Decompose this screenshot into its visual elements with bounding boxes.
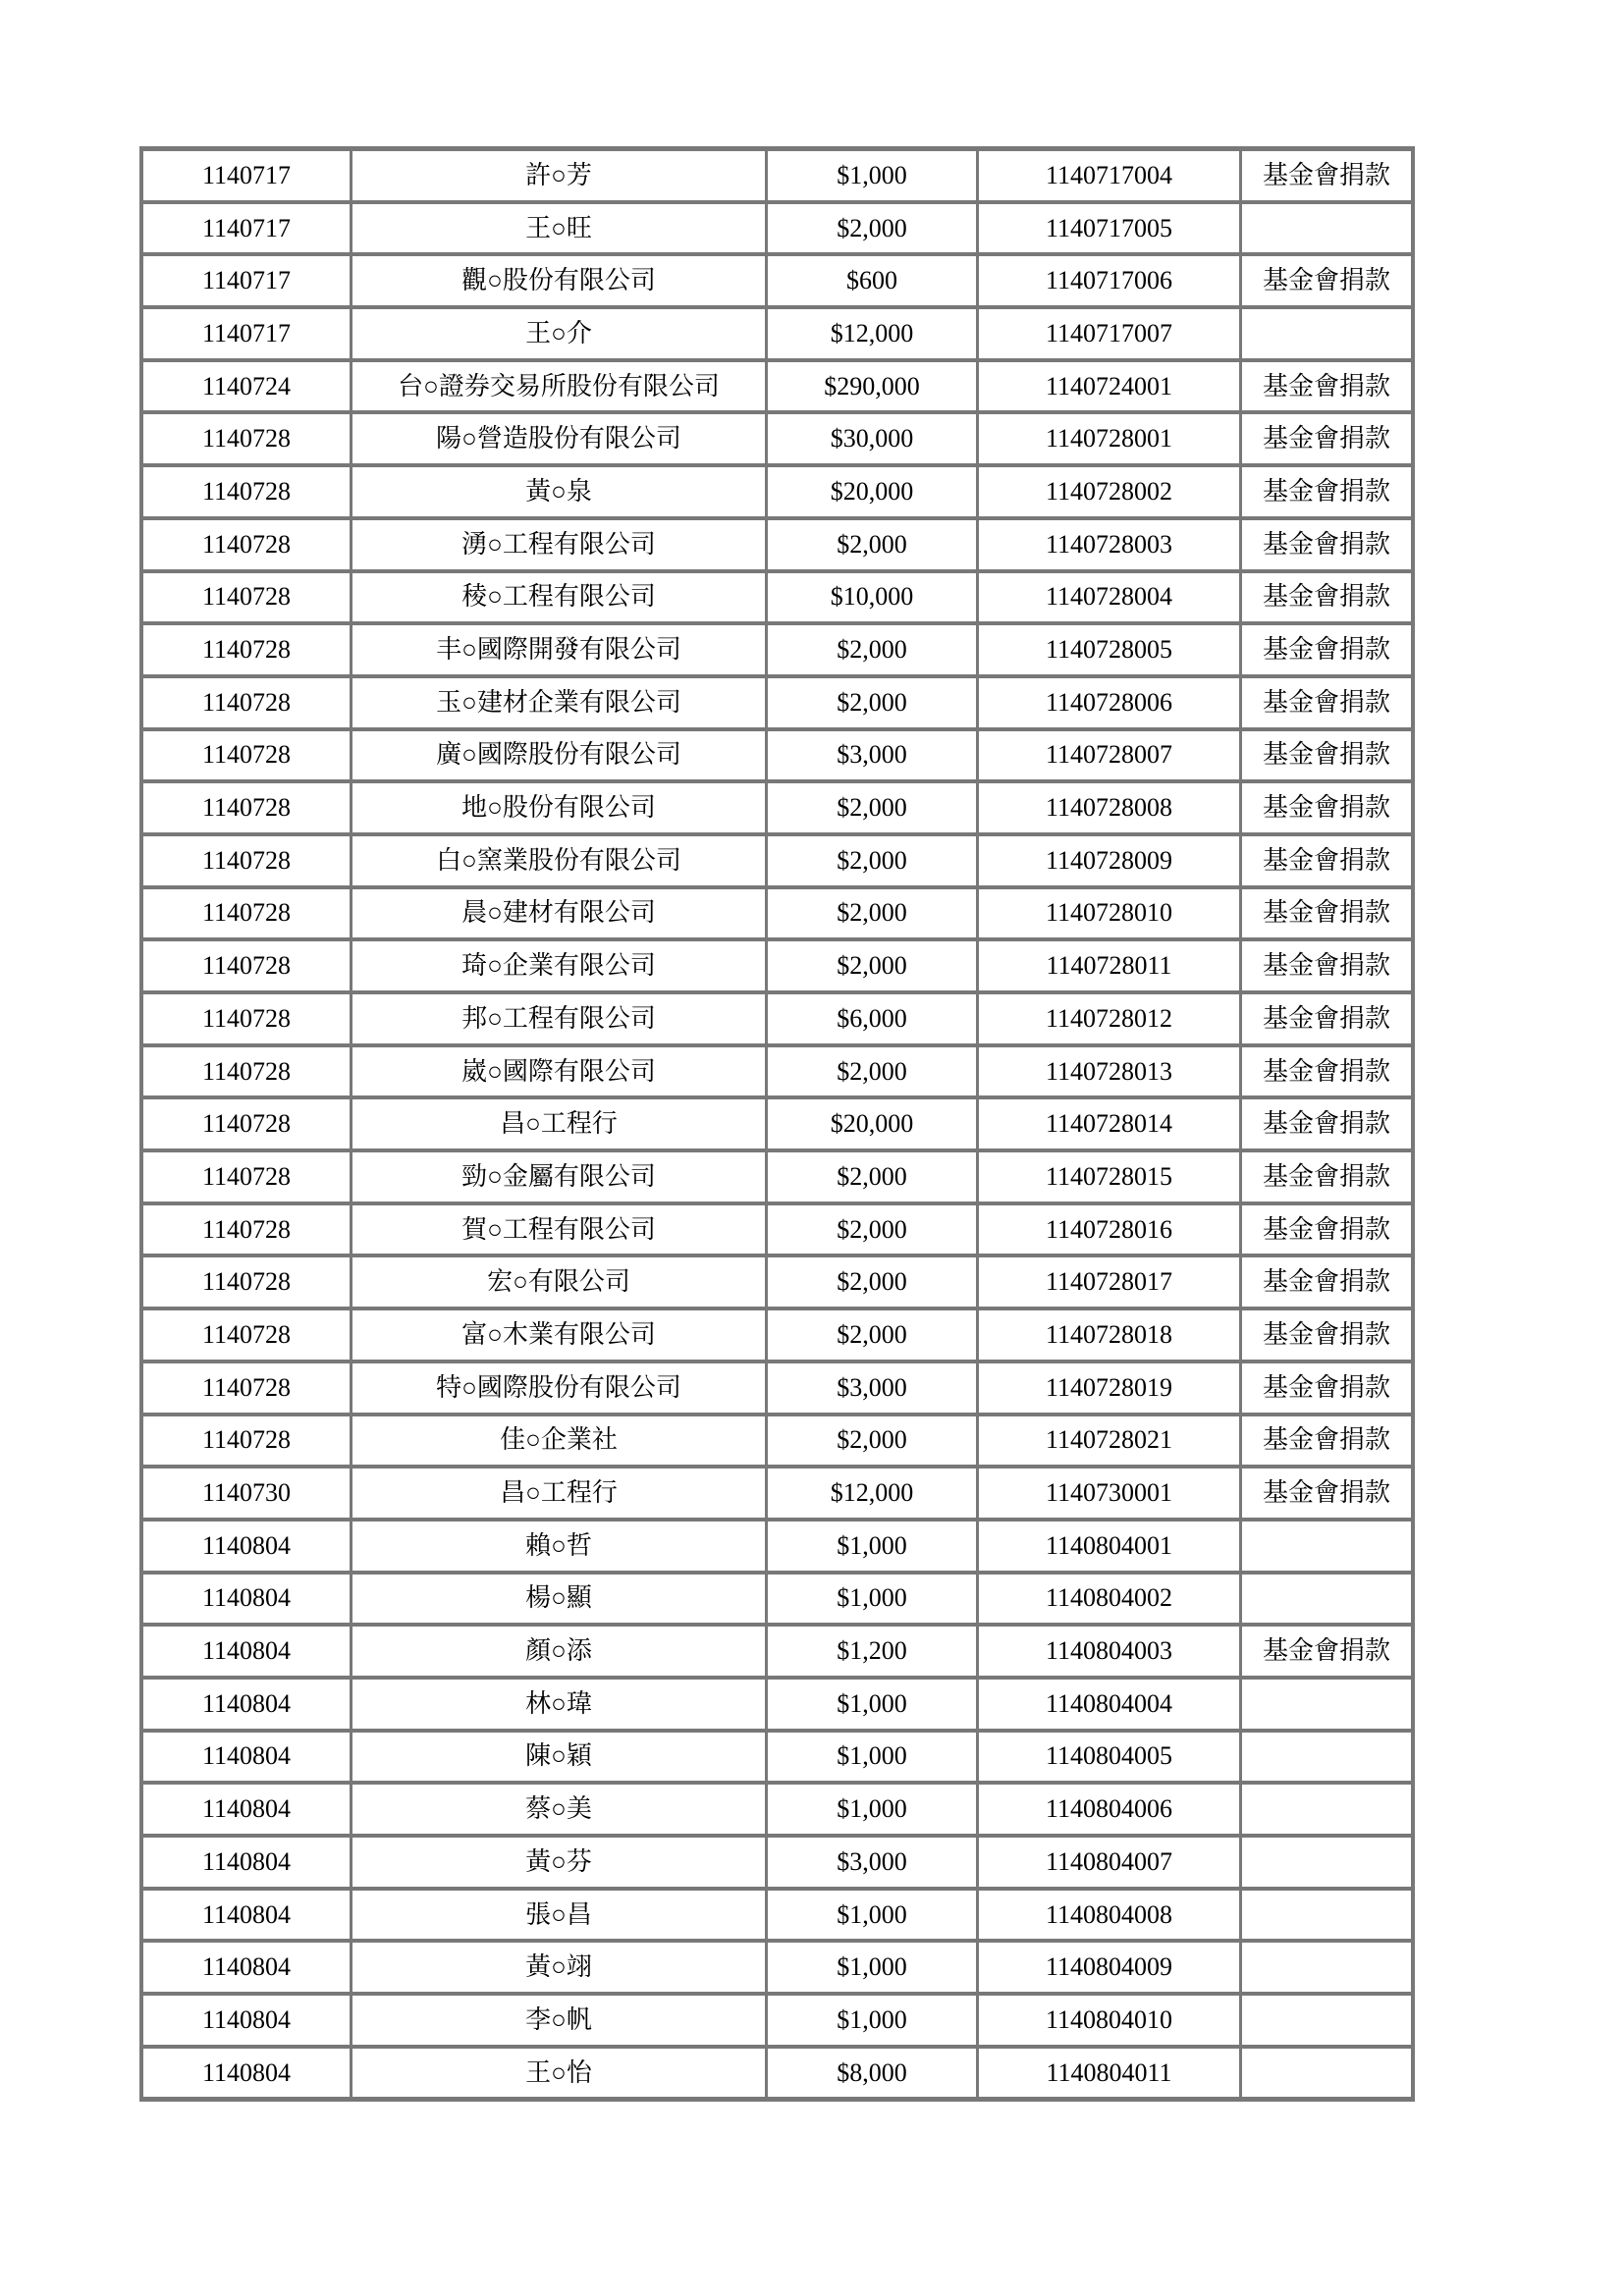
- donor-name-cell: 勁○金屬有限公司: [352, 1152, 765, 1201]
- date-cell: 1140728: [143, 625, 350, 674]
- table-row: [143, 309, 1411, 358]
- receipt-number-cell: 1140728015: [979, 1152, 1239, 1201]
- receipt-number-cell: 1140728008: [979, 783, 1239, 832]
- receipt-number-cell: 1140804005: [979, 1733, 1239, 1782]
- receipt-number-cell: 1140728004: [979, 573, 1239, 622]
- table-row: [143, 889, 1411, 938]
- note-cell: [1242, 1680, 1411, 1729]
- receipt-number-cell: 1140717004: [979, 151, 1239, 200]
- note-cell: [1242, 1891, 1411, 1940]
- note-cell: 基金會捐款: [1242, 1627, 1411, 1676]
- date-cell: 1140728: [143, 520, 350, 569]
- table-row: [143, 1363, 1411, 1413]
- table-row: [143, 1680, 1411, 1729]
- amount-cell: $3,000: [768, 1838, 976, 1887]
- date-cell: 1140804: [143, 1943, 350, 1992]
- donor-name-cell: 張○昌: [352, 1891, 765, 1940]
- donor-name-cell: 黃○泉: [352, 467, 765, 516]
- amount-cell: $2,000: [768, 678, 976, 727]
- date-cell: 1140728: [143, 414, 350, 463]
- note-cell: 基金會捐款: [1242, 1152, 1411, 1201]
- amount-cell: $2,000: [768, 783, 976, 832]
- table-row: [143, 625, 1411, 674]
- donation-table-container: [139, 146, 1415, 2102]
- date-cell: 1140728: [143, 467, 350, 516]
- date-cell: 1140804: [143, 2049, 350, 2098]
- donor-name-cell: 王○怡: [352, 2049, 765, 2098]
- date-cell: 1140728: [143, 994, 350, 1043]
- amount-cell: $600: [768, 256, 976, 305]
- table-row: [143, 1468, 1411, 1518]
- donor-name-cell: 林○瑋: [352, 1680, 765, 1729]
- note-cell: [1242, 1996, 1411, 2045]
- table-row: [143, 1733, 1411, 1782]
- donor-name-cell: 佳○企業社: [352, 1416, 765, 1466]
- table-row: [143, 1996, 1411, 2045]
- donor-name-cell: 稜○工程有限公司: [352, 573, 765, 622]
- donor-name-cell: 昌○工程行: [352, 1099, 765, 1148]
- amount-cell: $2,000: [768, 889, 976, 938]
- receipt-number-cell: 1140728017: [979, 1257, 1239, 1307]
- table-row: [143, 1416, 1411, 1466]
- receipt-number-cell: 1140728010: [979, 889, 1239, 938]
- table-row: [143, 520, 1411, 569]
- table-row: [143, 151, 1411, 200]
- amount-cell: $3,000: [768, 731, 976, 780]
- donor-name-cell: 台○證券交易所股份有限公司: [352, 362, 765, 411]
- note-cell: 基金會捐款: [1242, 1310, 1411, 1360]
- table-row: [143, 1205, 1411, 1255]
- date-cell: 1140728: [143, 1310, 350, 1360]
- note-cell: 基金會捐款: [1242, 836, 1411, 885]
- amount-cell: $1,000: [768, 1733, 976, 1782]
- amount-cell: $2,000: [768, 1416, 976, 1466]
- receipt-number-cell: 1140728007: [979, 731, 1239, 780]
- date-cell: 1140728: [143, 941, 350, 990]
- date-cell: 1140728: [143, 1152, 350, 1201]
- donor-name-cell: 黃○芬: [352, 1838, 765, 1887]
- donor-name-cell: 琦○企業有限公司: [352, 941, 765, 990]
- date-cell: 1140804: [143, 1680, 350, 1729]
- receipt-number-cell: 1140728002: [979, 467, 1239, 516]
- donor-name-cell: 許○芳: [352, 151, 765, 200]
- table-row: [143, 1047, 1411, 1096]
- amount-cell: $2,000: [768, 1257, 976, 1307]
- amount-cell: $6,000: [768, 994, 976, 1043]
- receipt-number-cell: 1140804008: [979, 1891, 1239, 1940]
- date-cell: 1140728: [143, 1047, 350, 1096]
- note-cell: 基金會捐款: [1242, 941, 1411, 990]
- receipt-number-cell: 1140804006: [979, 1785, 1239, 1834]
- date-cell: 1140804: [143, 1575, 350, 1624]
- date-cell: 1140728: [143, 1099, 350, 1148]
- receipt-number-cell: 1140804004: [979, 1680, 1239, 1729]
- amount-cell: $3,000: [768, 1363, 976, 1413]
- amount-cell: $2,000: [768, 625, 976, 674]
- amount-cell: $1,000: [768, 1575, 976, 1624]
- date-cell: 1140717: [143, 151, 350, 200]
- amount-cell: $290,000: [768, 362, 976, 411]
- date-cell: 1140804: [143, 1627, 350, 1676]
- note-cell: 基金會捐款: [1242, 625, 1411, 674]
- note-cell: 基金會捐款: [1242, 1257, 1411, 1307]
- date-cell: 1140728: [143, 573, 350, 622]
- receipt-number-cell: 1140728019: [979, 1363, 1239, 1413]
- donor-name-cell: 陽○營造股份有限公司: [352, 414, 765, 463]
- table-row: [143, 414, 1411, 463]
- note-cell: 基金會捐款: [1242, 783, 1411, 832]
- date-cell: 1140728: [143, 1257, 350, 1307]
- amount-cell: $2,000: [768, 1047, 976, 1096]
- date-cell: 1140804: [143, 1785, 350, 1834]
- receipt-number-cell: 1140728013: [979, 1047, 1239, 1096]
- note-cell: 基金會捐款: [1242, 889, 1411, 938]
- donor-name-cell: 富○木業有限公司: [352, 1310, 765, 1360]
- table-row: [143, 783, 1411, 832]
- note-cell: [1242, 1838, 1411, 1887]
- donor-name-cell: 賴○哲: [352, 1522, 765, 1571]
- receipt-number-cell: 1140728012: [979, 994, 1239, 1043]
- receipt-number-cell: 1140804009: [979, 1943, 1239, 1992]
- donor-name-cell: 賀○工程有限公司: [352, 1205, 765, 1255]
- receipt-number-cell: 1140728009: [979, 836, 1239, 885]
- donor-name-cell: 白○窯業股份有限公司: [352, 836, 765, 885]
- donor-name-cell: 特○國際股份有限公司: [352, 1363, 765, 1413]
- donor-name-cell: 黃○翊: [352, 1943, 765, 1992]
- receipt-number-cell: 1140804011: [979, 2049, 1239, 2098]
- donor-name-cell: 宏○有限公司: [352, 1257, 765, 1307]
- receipt-number-cell: 1140728016: [979, 1205, 1239, 1255]
- receipt-number-cell: 1140804001: [979, 1522, 1239, 1571]
- note-cell: [1242, 2049, 1411, 2098]
- date-cell: 1140804: [143, 1733, 350, 1782]
- amount-cell: $2,000: [768, 836, 976, 885]
- amount-cell: $20,000: [768, 467, 976, 516]
- amount-cell: $10,000: [768, 573, 976, 622]
- receipt-number-cell: 1140728005: [979, 625, 1239, 674]
- amount-cell: $12,000: [768, 1468, 976, 1518]
- donor-name-cell: 崴○國際有限公司: [352, 1047, 765, 1096]
- note-cell: 基金會捐款: [1242, 994, 1411, 1043]
- receipt-number-cell: 1140728001: [979, 414, 1239, 463]
- note-cell: [1242, 1733, 1411, 1782]
- amount-cell: $1,000: [768, 151, 976, 200]
- date-cell: 1140724: [143, 362, 350, 411]
- amount-cell: $20,000: [768, 1099, 976, 1148]
- receipt-number-cell: 1140804002: [979, 1575, 1239, 1624]
- date-cell: 1140804: [143, 1522, 350, 1571]
- donor-name-cell: 蔡○美: [352, 1785, 765, 1834]
- note-cell: 基金會捐款: [1242, 678, 1411, 727]
- date-cell: 1140728: [143, 678, 350, 727]
- note-cell: 基金會捐款: [1242, 1205, 1411, 1255]
- receipt-number-cell: 1140804007: [979, 1838, 1239, 1887]
- note-cell: [1242, 204, 1411, 253]
- donor-name-cell: 玉○建材企業有限公司: [352, 678, 765, 727]
- donor-name-cell: 廣○國際股份有限公司: [352, 731, 765, 780]
- receipt-number-cell: 1140728018: [979, 1310, 1239, 1360]
- table-row: [143, 467, 1411, 516]
- donation-table-body: [143, 151, 1411, 2097]
- donor-name-cell: 昌○工程行: [352, 1468, 765, 1518]
- receipt-number-cell: 1140717006: [979, 256, 1239, 305]
- receipt-number-cell: 1140730001: [979, 1468, 1239, 1518]
- date-cell: 1140717: [143, 204, 350, 253]
- amount-cell: $2,000: [768, 520, 976, 569]
- table-row: [143, 2049, 1411, 2098]
- table-row: [143, 941, 1411, 990]
- amount-cell: $8,000: [768, 2049, 976, 2098]
- receipt-number-cell: 1140728011: [979, 941, 1239, 990]
- date-cell: 1140728: [143, 731, 350, 780]
- date-cell: 1140717: [143, 309, 350, 358]
- table-row: [143, 1891, 1411, 1940]
- amount-cell: $2,000: [768, 1152, 976, 1201]
- date-cell: 1140728: [143, 836, 350, 885]
- amount-cell: $1,000: [768, 1996, 976, 2045]
- note-cell: 基金會捐款: [1242, 256, 1411, 305]
- table-row: [143, 1838, 1411, 1887]
- note-cell: 基金會捐款: [1242, 1363, 1411, 1413]
- donor-name-cell: 地○股份有限公司: [352, 783, 765, 832]
- date-cell: 1140728: [143, 889, 350, 938]
- receipt-number-cell: 1140717005: [979, 204, 1239, 253]
- date-cell: 1140730: [143, 1468, 350, 1518]
- receipt-number-cell: 1140728014: [979, 1099, 1239, 1148]
- receipt-number-cell: 1140804003: [979, 1627, 1239, 1676]
- date-cell: 1140804: [143, 1996, 350, 2045]
- table-row: [143, 731, 1411, 780]
- note-cell: 基金會捐款: [1242, 731, 1411, 780]
- amount-cell: $1,000: [768, 1785, 976, 1834]
- date-cell: 1140728: [143, 1416, 350, 1466]
- note-cell: [1242, 1575, 1411, 1624]
- table-row: [143, 1310, 1411, 1360]
- donor-name-cell: 王○旺: [352, 204, 765, 253]
- donor-name-cell: 湧○工程有限公司: [352, 520, 765, 569]
- amount-cell: $2,000: [768, 1205, 976, 1255]
- amount-cell: $1,000: [768, 1891, 976, 1940]
- table-row: [143, 1099, 1411, 1148]
- amount-cell: $2,000: [768, 941, 976, 990]
- note-cell: [1242, 309, 1411, 358]
- note-cell: 基金會捐款: [1242, 573, 1411, 622]
- note-cell: 基金會捐款: [1242, 1416, 1411, 1466]
- table-row: [143, 994, 1411, 1043]
- table-row: [143, 1257, 1411, 1307]
- receipt-number-cell: 1140724001: [979, 362, 1239, 411]
- note-cell: 基金會捐款: [1242, 1099, 1411, 1148]
- note-cell: 基金會捐款: [1242, 151, 1411, 200]
- donor-name-cell: 李○帆: [352, 1996, 765, 2045]
- note-cell: 基金會捐款: [1242, 520, 1411, 569]
- date-cell: 1140728: [143, 1205, 350, 1255]
- note-cell: 基金會捐款: [1242, 414, 1411, 463]
- note-cell: 基金會捐款: [1242, 1468, 1411, 1518]
- amount-cell: $1,000: [768, 1943, 976, 1992]
- receipt-number-cell: 1140804010: [979, 1996, 1239, 2045]
- table-row: [143, 1943, 1411, 1992]
- donor-name-cell: 觀○股份有限公司: [352, 256, 765, 305]
- amount-cell: $1,000: [768, 1522, 976, 1571]
- table-row: [143, 362, 1411, 411]
- donor-name-cell: 陳○穎: [352, 1733, 765, 1782]
- note-cell: [1242, 1522, 1411, 1571]
- note-cell: 基金會捐款: [1242, 467, 1411, 516]
- table-row: [143, 1152, 1411, 1201]
- amount-cell: $2,000: [768, 1310, 976, 1360]
- donation-table: [139, 146, 1415, 2102]
- date-cell: 1140728: [143, 1363, 350, 1413]
- receipt-number-cell: 1140728006: [979, 678, 1239, 727]
- amount-cell: $2,000: [768, 204, 976, 253]
- table-row: [143, 1785, 1411, 1834]
- note-cell: [1242, 1785, 1411, 1834]
- table-row: [143, 678, 1411, 727]
- table-row: [143, 836, 1411, 885]
- table-row: [143, 256, 1411, 305]
- note-cell: 基金會捐款: [1242, 1047, 1411, 1096]
- receipt-number-cell: 1140728021: [979, 1416, 1239, 1466]
- donor-name-cell: 丰○國際開發有限公司: [352, 625, 765, 674]
- receipt-number-cell: 1140728003: [979, 520, 1239, 569]
- date-cell: 1140728: [143, 783, 350, 832]
- amount-cell: $1,200: [768, 1627, 976, 1676]
- date-cell: 1140804: [143, 1838, 350, 1887]
- table-row: [143, 573, 1411, 622]
- note-cell: 基金會捐款: [1242, 362, 1411, 411]
- table-row: [143, 1522, 1411, 1571]
- note-cell: [1242, 1943, 1411, 1992]
- receipt-number-cell: 1140717007: [979, 309, 1239, 358]
- amount-cell: $30,000: [768, 414, 976, 463]
- table-row: [143, 1627, 1411, 1676]
- donor-name-cell: 王○介: [352, 309, 765, 358]
- donor-name-cell: 顏○添: [352, 1627, 765, 1676]
- date-cell: 1140717: [143, 256, 350, 305]
- amount-cell: $12,000: [768, 309, 976, 358]
- donor-name-cell: 楊○顯: [352, 1575, 765, 1624]
- donor-name-cell: 晨○建材有限公司: [352, 889, 765, 938]
- amount-cell: $1,000: [768, 1680, 976, 1729]
- table-row: [143, 1575, 1411, 1624]
- date-cell: 1140804: [143, 1891, 350, 1940]
- table-row: [143, 204, 1411, 253]
- donor-name-cell: 邦○工程有限公司: [352, 994, 765, 1043]
